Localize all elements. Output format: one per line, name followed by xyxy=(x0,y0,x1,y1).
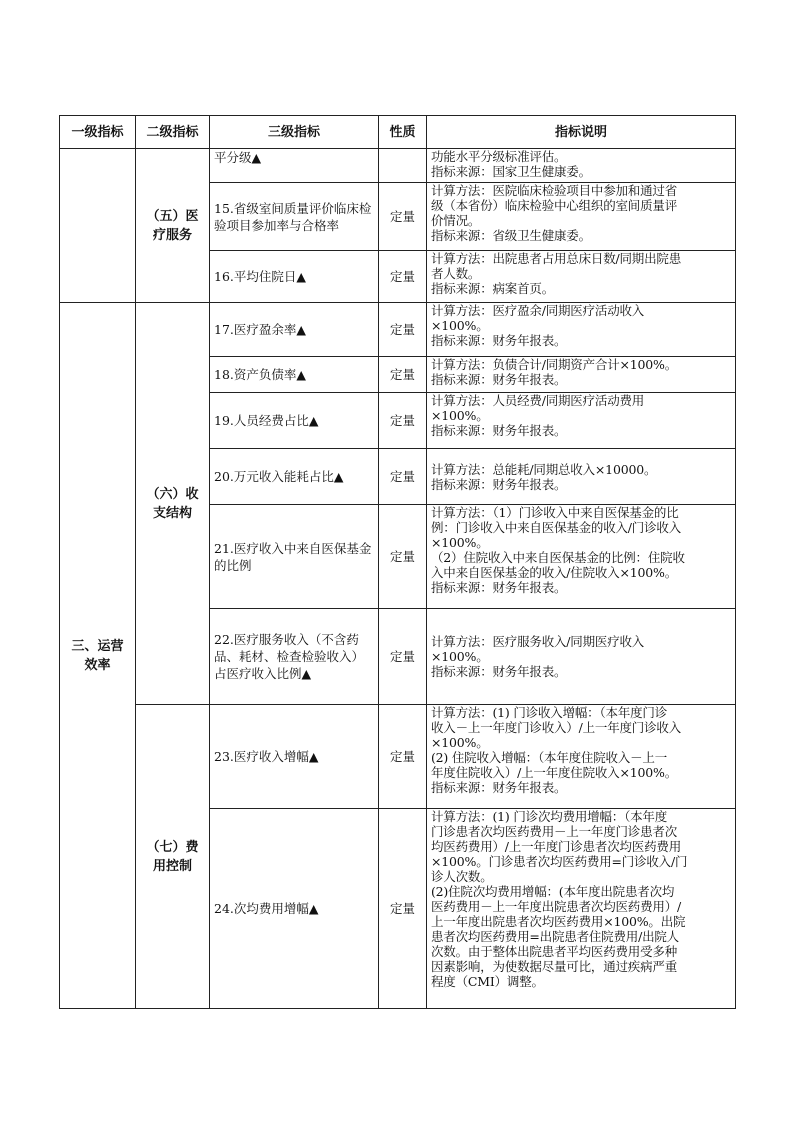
header-level2: 二级指标 xyxy=(136,116,210,149)
table-header-row xyxy=(60,116,736,149)
table-row xyxy=(60,705,736,809)
description-line: 门诊患者次均医药费用－上一年度门诊患者次 xyxy=(431,824,678,839)
header-level3: 三级指标 xyxy=(210,116,379,149)
description-cell xyxy=(427,609,736,705)
description-line: 计算方法：(1) 门诊次均费用增幅：（本年度 xyxy=(431,809,668,824)
description-line: 计算方法：总能耗/同期总收入×10000。 xyxy=(431,461,657,477)
description-line: 计算方法：医疗服务收入/同期医疗收入 xyxy=(431,634,645,649)
description-cell xyxy=(427,705,736,809)
indicator-cell: 23.医疗收入增幅▲ xyxy=(210,705,379,809)
level2-cell-revenue-structure xyxy=(136,303,210,705)
header-level1: 一级指标 xyxy=(60,116,136,149)
indicator-cell: 平分级▲ xyxy=(210,149,379,183)
level1-cell-operation-efficiency xyxy=(60,303,136,1009)
description-line: 程度（CMI）调整。 xyxy=(431,974,544,989)
description-line: 计算方法：出院患者占用总床日数/同期出院患 xyxy=(431,251,682,266)
description-line: 计算方法：医院临床检验项目中参加和通过省 xyxy=(431,183,678,198)
description-line: 指标来源：财务年报表。 xyxy=(431,372,567,387)
description-cell xyxy=(427,393,736,449)
table-row xyxy=(60,149,736,183)
indicator-cell: 21.医疗收入中来自医保基金的比例 xyxy=(210,505,379,609)
nature-cell: 定量 xyxy=(379,183,427,251)
description-line: 指标来源：财务年报表。 xyxy=(431,664,567,679)
description-line: 诊人次数。 xyxy=(431,869,493,884)
nature-cell xyxy=(379,149,427,183)
level2-label: （七）费用控制 xyxy=(146,839,199,874)
description-line: 指标来源：财务年报表。 xyxy=(431,333,567,348)
description-cell xyxy=(427,357,736,393)
description-cell xyxy=(427,809,736,1009)
description-line: 计算方法：(1) 门诊收入增幅：（本年度门诊 xyxy=(431,705,668,720)
table-row xyxy=(60,303,736,357)
description-line: 收入－上一年度门诊收入）/上一年度门诊收入 xyxy=(431,720,682,735)
nature-cell: 定量 xyxy=(379,251,427,303)
nature-cell: 定量 xyxy=(379,303,427,357)
description-line: ×100%。 xyxy=(431,535,489,550)
indicator-cell: 16.平均住院日▲ xyxy=(210,251,379,303)
level2-cell-cost-control xyxy=(136,705,210,1009)
level2-label: （六）收支结构 xyxy=(146,486,199,521)
description-cell xyxy=(427,183,736,251)
description-line: 患者次均医药费用=出院患者住院费用/出院人 xyxy=(431,929,679,944)
nature-cell: 定量 xyxy=(379,609,427,705)
description-line: 功能水平分级标准评估。 xyxy=(431,149,567,164)
description-line: ×100%。 xyxy=(431,649,489,664)
description-line: ×100%。 xyxy=(431,318,489,333)
description-line: 计算方法：医疗盈余/同期医疗活动收入 xyxy=(431,303,645,318)
indicator-cell: 19.人员经费占比▲ xyxy=(210,393,379,449)
nature-cell: 定量 xyxy=(379,449,427,505)
level2-cell-medical-service xyxy=(136,149,210,303)
indicator-cell: 18.资产负债率▲ xyxy=(210,357,379,393)
description-line: 者人数。 xyxy=(431,266,481,281)
level1-cell xyxy=(60,149,136,303)
description-cell xyxy=(427,449,736,505)
description-line: 指标来源：财务年报表。 xyxy=(431,580,567,595)
description-line: 医药费用－上一年度出院患者次均医药费用）/ xyxy=(431,899,682,914)
indicator-cell: 20.万元收入能耗占比▲ xyxy=(210,449,379,505)
nature-cell: 定量 xyxy=(379,505,427,609)
description-line: （2）住院收入中来自医保基金的比例：住院收 xyxy=(431,550,685,565)
description-line: 指标来源：国家卫生健康委。 xyxy=(431,164,591,179)
description-line: 级（本省份）临床检验中心组织的室间质量评 xyxy=(431,198,678,213)
nature-cell: 定量 xyxy=(379,393,427,449)
description-line: 上一年度出院患者次均医药费用×100%。出院 xyxy=(431,914,686,929)
description-line: 均医药费用）/上一年度门诊患者次均医药费用 xyxy=(431,839,682,854)
description-line: ×100%。 xyxy=(431,408,489,423)
indicator-cell: 17.医疗盈余率▲ xyxy=(210,303,379,357)
description-line: 例：门诊收入中来自医保基金的收入/门诊收入 xyxy=(431,520,682,535)
description-line: 指标来源：财务年报表。 xyxy=(431,780,567,795)
description-cell xyxy=(427,149,736,183)
header-description: 指标说明 xyxy=(427,116,736,149)
indicator-cell: 15.省级室间质量评价临床检验项目参加率与合格率 xyxy=(210,183,379,251)
description-line: 指标来源：省级卫生健康委。 xyxy=(431,228,591,243)
description-line: (2)住院次均费用增幅：(本年度出院患者次均 xyxy=(431,884,675,899)
indicator-cell: 24.次均费用增幅▲ xyxy=(210,809,379,1009)
description-line: 因素影响，为使数据尽量可比，通过疾病严重 xyxy=(431,959,678,974)
description-cell xyxy=(427,505,736,609)
indicator-table xyxy=(59,115,736,1009)
indicator-cell: 22.医疗服务收入（不含药品、耗材、检查检验收入）占医疗收入比例▲ xyxy=(210,609,379,705)
description-line: 指标来源：财务年报表。 xyxy=(431,476,567,492)
nature-cell: 定量 xyxy=(379,357,427,393)
nature-cell: 定量 xyxy=(379,705,427,809)
description-line: 指标来源：病案首页。 xyxy=(431,281,555,296)
level1-label: 三、运营效率 xyxy=(71,638,124,673)
level2-label: （五）医疗服务 xyxy=(146,208,199,243)
nature-cell: 定量 xyxy=(379,809,427,1009)
description-line: 计算方法：人员经费/同期医疗活动费用 xyxy=(431,393,645,408)
description-cell xyxy=(427,251,736,303)
description-line: 次数。由于整体出院患者平均医药费用受多种 xyxy=(431,944,678,959)
description-cell xyxy=(427,303,736,357)
description-line: 指标来源：财务年报表。 xyxy=(431,423,567,438)
description-line: 价情况。 xyxy=(431,213,481,228)
description-line: ×100%。门诊患者次均医药费用=门诊收入/门 xyxy=(431,854,688,869)
description-line: 入中来自医保基金的收入/住院收入×100%。 xyxy=(431,565,678,580)
header-nature: 性质 xyxy=(379,116,427,149)
description-line: 年度住院收入）/上一年度住院收入×100%。 xyxy=(431,765,678,780)
description-line: (2) 住院收入增幅：（本年度住院收入－上一 xyxy=(431,750,668,765)
description-line: 计算方法：（1）门诊收入中来自医保基金的比 xyxy=(431,505,679,520)
description-line: ×100%。 xyxy=(431,735,489,750)
description-line: 计算方法：负债合计/同期资产合计×100%。 xyxy=(431,357,678,372)
